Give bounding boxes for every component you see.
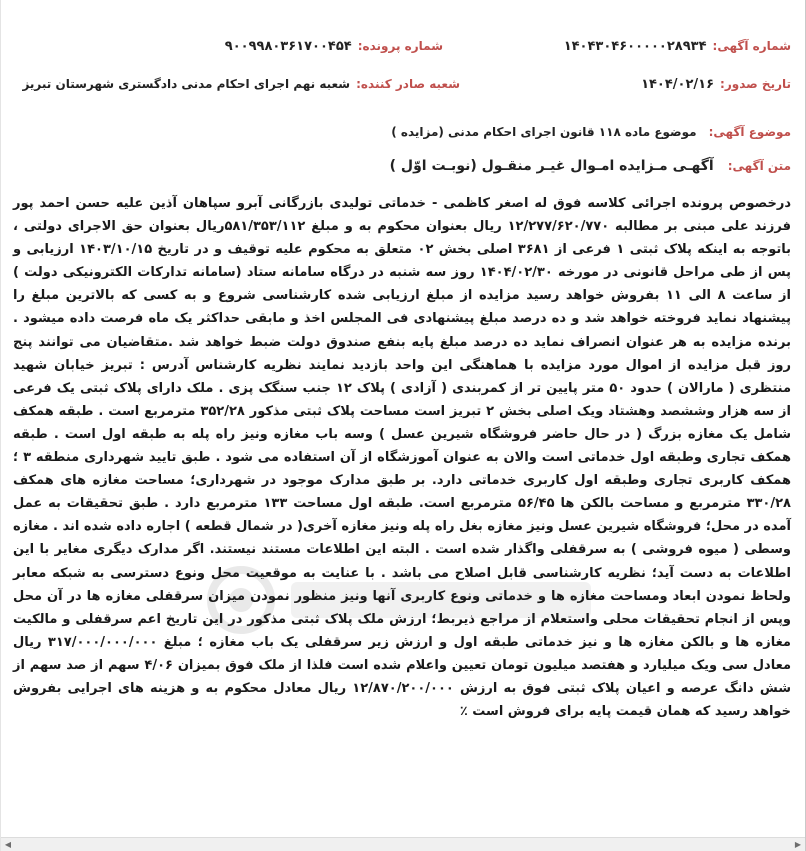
ad-number-label: شماره آگهی:: [712, 39, 791, 53]
issue-date-label: تاریخ صدور:: [720, 77, 791, 91]
notice-text-label: متن آگهی:: [727, 159, 791, 173]
issuer-label: شعبه صادر کننده:: [356, 77, 460, 91]
ad-number-row: [564, 34, 791, 58]
case-number-row: [225, 34, 443, 58]
issue-date-row: [641, 72, 791, 96]
scroll-right-icon[interactable]: ▶: [794, 840, 802, 849]
ad-number-value: ۱۴۰۴۳۰۴۶۰۰۰۰۰۲۸۹۳۴: [563, 38, 707, 54]
notice-title-row: [390, 152, 791, 180]
issue-date-value: ۱۴۰۴/۰۲/۱۶: [641, 76, 715, 92]
subject-value: موضوع ماده ۱۱۸ قانون اجرای احکام مدنی (مزایده ): [391, 125, 697, 139]
notice-body: درخصوص پرونده اجرائی کلاسه فوق له اصغر کاظمی - خدماتی تولیدی بازرگانی آبرو سپاهان آذین علیه حسن احمد پور فرزند علی مبنی بر مطالبه ۱۲/۲۷۷/۶۲۰/۷۷۰ ریال بعنوان محکوم به و مبلغ ۵۸۱/۳۵۳/۱۱۲ریال بعنوان حق الاجرای دولتی ، باتوجه به اینکه پلاک ثبتی ۱ فرعی از ۳۶۸۱ اصلی بخش ۰۲ متعلق به محکوم علیه توقیف و در تاریخ ۱۴۰۳/۱۰/۱۵ ارزیابی و پس از طی مراحل قانونی در مورخه ۱۴۰۴/۰۲/۳۰ روز سه شنبه در درگاه سامانه ستاد (سامانه تدارکات الکترونیکی دولت ) از ساعت ۸ الی ۱۱ بفروش خواهد رسید مزایده از مبلغ ارزیابی شده کارشناسی شروع و به کسی که بالاترین مبلغ را پیشنهاد نماید فروخته خواهد شد و ده درصد مبلغ پیشنهادی فی المجلس اخذ و مابقی حداکثر یک ماه فرصت داده میشود . برنده مزایده به هر عنوان انصراف نماید ده درصد مبلغ پایه بنفع صندوق دولت ضبط خواهد شد .متقاضیان می توانند پنج روز قبل مزایده از اموال مورد مزایده با هماهنگی این واحد بازدید نمایند نظریه کارشناس آدرس : تبریز خیابان شهید منتظری ( مارالان ) حدود ۵۰ متر پایین تر از کمربندی ( آزادی ) پلاک ۱۲ جنب سنگک پزی . ملک دارای پلاک ثبتی یک فرعی از سه هزار وششصد وهشتاد ویک اصلی بخش ۲ تبریز است مساحت پلاک ثبتی مذکور ۳۵۲/۲۸ مترمربع است . طبقه همکف شامل یک مغازه بزرگ ( در حال حاضر فروشگاه شیرین عسل ) وسه باب مغازه ونیز راه پله به طبقه اول است . طبقه همکف تجاری وطبقه اول خدماتی است والان به عنوان آموزشگاه از آن استفاده می شود . طبق تایید شهرداری منطقه ۳ ؛ همکف کاربری تجاری وطبقه اول کاربری خدماتی دارد. بر طبق مدارک موجود در شهرداری؛ مساحت مغازه های همکف ۳۳۰/۲۸ مترمربع و مساحت بالکن ها ۵۶/۴۵ مترمربع است. طبقه اول مساحت ۱۳۳ مترمربع دارد . طبق تحقیقات به عمل آمده در محل؛ فروشگاه شیرین عسل ونیز مغازه بغل راه پله ونیز مغازه آخری( در شمال قطعه ) اجاره داده شده اند . مغازه وسطی ( میوه فروشی ) به سرقفلی واگذار شده است . البته این اطلاعات مستند نیستند. اگر مدارک دیگری مغایر با این اطلاعات به دست آید؛ نظریه کارشناسی قابل اصلاح می باشد . با عنایت به موقعیت محل ونوع دسترسی به شبکه معابر ولحاظ نمودن ابعاد ومساحت مغازه ها و خدماتی ونوع کاربری آنها ونیز منظور نمودن میزان سرقفلی مغازه ها در آن محل وپس از انجام تحقیقات محلی واستعلام از مراجع ذیربط؛ ارزش ملک پلاک ثبتی مذکور در این تاریخ اعم سرقفلی و مالکیت مغازه ها و بالکن مغازه ها و نیز خدماتی طبقه اول و ارزش زیر سرقفلی یک باب مغازه ؛ مبلغ ۳۱۷/۰۰۰/۰۰۰/۰۰۰ ریال معادل سی ویک میلیارد و هفتصد میلیون تومان تعیین واعلام شده است فلذا از ملک فوق بمیزان ۴/۰۶ سهم از صد سهم از شش دانگ عرصه و اعیان پلاک ثبتی فوق به ارزش ۱۲/۸۷۰/۲۰۰/۰۰۰ ریال معادل محکوم به و هزینه های اجرایی بفروش خواهد رسید که همان قیمت پایه برای فروش است ٪: [13, 196, 792, 720]
issuer-row: [22, 72, 460, 96]
case-number-label: شماره پرونده:: [357, 39, 443, 53]
notice-title: آگهـی مـزایده امـوال غیـر منقـول (نوبـت اوّل ): [389, 158, 714, 174]
subject-label: موضوع آگهی:: [708, 125, 791, 139]
issuer-value: شعبه نهم اجرای احکام مدنی دادگستری شهرستان تبریز: [22, 77, 351, 91]
scroll-left-icon[interactable]: ◀: [4, 840, 12, 849]
horizontal-scrollbar[interactable]: [1, 837, 805, 851]
subject-row: [391, 120, 791, 144]
case-number-value: ۹۰۰۹۹۸۰۳۶۱۷۰۰۴۵۴: [224, 38, 352, 54]
